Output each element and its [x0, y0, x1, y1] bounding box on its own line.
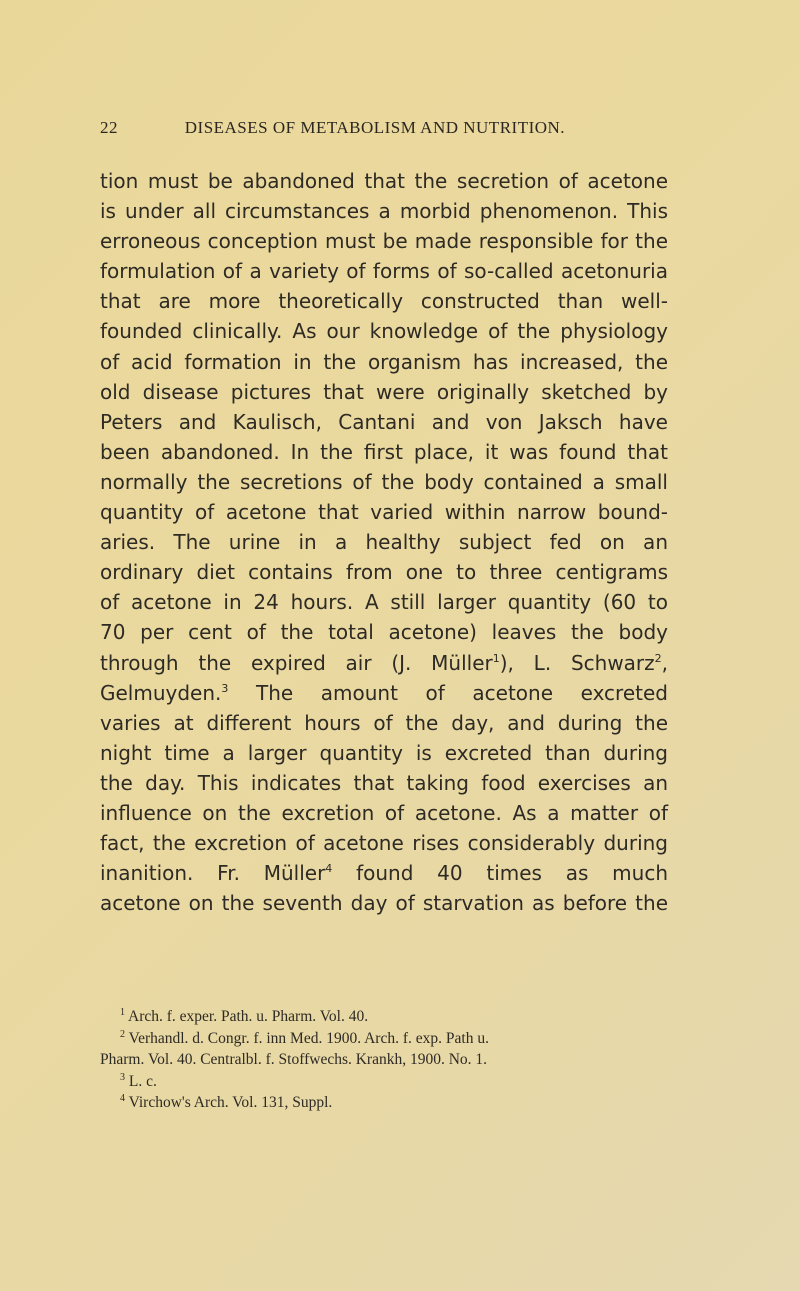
- text-line: old disease pictures that were originally sketched by: [100, 379, 668, 404]
- footnote-ref-1[interactable]: 1: [492, 651, 500, 665]
- text-line: of acid formation in the organism has increased, the: [100, 349, 668, 374]
- footnote-4: [100, 1092, 670, 1114]
- text-line: acetone on the seventh day of starvation as before the: [100, 891, 668, 916]
- footnotes: [100, 1006, 670, 1114]
- running-head: [100, 118, 620, 138]
- footnote-ref-3[interactable]: 3: [221, 681, 229, 695]
- footnote-marker: 1: [120, 1007, 125, 1018]
- text-segment: inanition. Fr. Müller: [100, 861, 326, 886]
- text-line: ordinary diet contains from one to three centigrams: [100, 560, 668, 585]
- text-line: quantity of acetone that varied within narrow bound-: [100, 500, 668, 525]
- text-line: of acetone in 24 hours. A still larger quantity (60 to: [100, 590, 668, 615]
- footnote-text: Arch. f. exper. Path. u. Pharm. Vol. 40.: [128, 1008, 369, 1025]
- text-segment: ), L. Schwarz: [499, 650, 655, 675]
- text-line: founded clinically. As our knowledge of the physiology: [100, 319, 668, 344]
- text-segment: ,: [661, 650, 669, 675]
- footnote-marker: 4: [120, 1093, 125, 1104]
- footnote-ref-2[interactable]: 2: [654, 651, 662, 665]
- text-line: 70 per cent of the total acetone) leaves the body: [100, 620, 668, 645]
- text-line: [100, 858, 668, 888]
- text-line: aries. The urine in a healthy subject fed on an: [100, 530, 668, 555]
- text-line: [100, 678, 668, 708]
- body-paragraph: [100, 166, 668, 918]
- text-line: influence on the excretion of acetone. As a matter of: [100, 800, 668, 825]
- text-line: [100, 648, 668, 678]
- footnote-marker: 3: [120, 1071, 125, 1083]
- text-line: varies at different hours of the day, and during the: [100, 710, 668, 735]
- text-line: been abandoned. In the first place, it was found that: [100, 439, 668, 464]
- text-line: fact, the excretion of acetone rises considerably during: [100, 831, 668, 856]
- footnote-text: Virchow's Arch. Vol. 131, Suppl.: [128, 1094, 333, 1111]
- footnote-3: [100, 1071, 670, 1093]
- running-title: DISEASES OF METABOLISM AND NUTRITION.: [184, 118, 566, 137]
- text-line: tion must be abandoned that the secretion of acetone: [100, 169, 668, 193]
- footnote-2-continued: [100, 1049, 670, 1071]
- text-line: night time a larger quantity is excreted than during: [100, 740, 668, 765]
- text-line: normally the secretions of the body contained a small: [100, 469, 668, 494]
- footnote-text: Pharm. Vol. 40. Centralbl. f. Stoffwechs. Krankh, 1900. No. 1.: [100, 1051, 488, 1068]
- text-segment: found 40 times as much: [332, 861, 669, 886]
- footnote-text: L. c.: [128, 1072, 157, 1090]
- text-segment: through the expired air (J. Müller: [100, 650, 493, 675]
- page-number: 22: [100, 118, 118, 137]
- footnote-marker: 2: [120, 1028, 125, 1040]
- footnote-2: [100, 1028, 670, 1050]
- footnote-1: [100, 1006, 670, 1028]
- text-segment: Gelmuyden.: [100, 680, 222, 705]
- text-line: Peters and Kaulisch, Cantani and von Jaksch have: [100, 409, 668, 434]
- footnote-text: Verhandl. d. Congr. f. inn Med. 1900. Arch. f. exp. Path u.: [128, 1029, 489, 1047]
- text-line: formulation of a variety of forms of so-called acetonuria: [100, 259, 668, 284]
- text-line: is under all circumstances a morbid phenomenon. This: [100, 199, 668, 224]
- text-line: the day. This indicates that taking food exercises an: [100, 770, 668, 795]
- text-line: erroneous conception must be made responsible for the: [100, 229, 668, 254]
- text-line: that are more theoretically constructed than well-: [100, 289, 668, 314]
- footnote-ref-4[interactable]: 4: [325, 862, 333, 876]
- text-segment: The amount of acetone excreted: [228, 680, 668, 705]
